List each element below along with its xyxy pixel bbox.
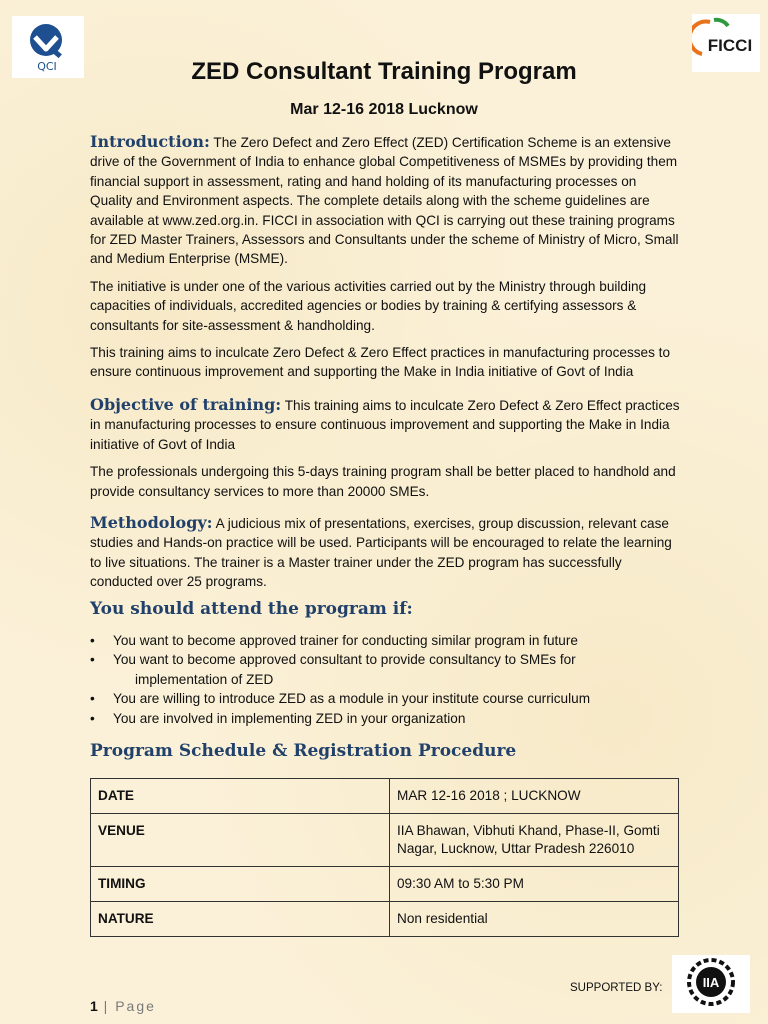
list-item-text: You want to become approved consultant to provide consultancy to SMEs for: [113, 652, 576, 668]
table-row: [91, 779, 679, 814]
venue-label: VENUE: [91, 814, 390, 867]
objective-heading: Objective of training:: [90, 394, 282, 414]
iia-logo-mark: [672, 955, 750, 1013]
qci-logo-text: QCI: [37, 60, 57, 73]
objective-text: This training aims to inculcate Zero Defect & Zero Effect practices in manufacturing processes to ensure continuous improvement and supporting the Make in India initiative of Govt of India: [90, 397, 680, 452]
schedule-heading: Program Schedule & Registration Procedure: [90, 740, 517, 761]
intro-paragraph: [90, 132, 680, 269]
date-label: DATE: [91, 779, 390, 814]
nature-value: Non residential: [390, 902, 679, 937]
attend-heading: You should attend the program if:: [90, 598, 413, 619]
objective-paragraph: [90, 395, 680, 454]
list-item: [90, 650, 680, 689]
list-item-continuation: implementation of ZED: [135, 671, 274, 687]
attend-list: [90, 631, 680, 728]
methodology-text: A judicious mix of presentations, exercises, group discussion, relevant case studies and Hands-on practice will be used. Participants will be encouraged to relate the learning to live situations. The trainer is a Master trainer under the ZED program has successfully conducted over 25 programs.: [90, 515, 672, 590]
ficci-logo-text: FICCI: [707, 36, 753, 55]
iia-logo-text: IIA: [702, 975, 720, 990]
document-body: [90, 132, 680, 761]
list-item: • You are involved in implementing ZED in your organization: [90, 709, 680, 728]
iia-logo: [672, 955, 750, 1013]
supported-by-label: SUPPORTED BY:: [570, 982, 663, 994]
schedule-table: [90, 778, 679, 937]
date-value: MAR 12-16 2018 ; LUCKNOW: [390, 779, 679, 814]
page-title: ZED Consultant Training Program: [191, 58, 577, 85]
methodology-paragraph: [90, 513, 680, 592]
intro-paragraph-3: This training aims to inculcate Zero Defect & Zero Effect practices in manufacturing processes to ensure continuous improvement and supporting the Make in India initiative of Govt of India: [90, 345, 671, 380]
page-subtitle: Mar 12-16 2018 Lucknow: [290, 101, 478, 118]
intro-text: The Zero Defect and Zero Effect (ZED) Certification Scheme is an extensive drive of the Government of India to enhance global Competitiveness of MSMEs by providing them financial support in assessment, rating and hand holding of its manufacturing processes on Quality and Environment aspects. The complete details along with the scheme guidelines are available at www.zed.org.in. FICCI in association with QCI is carrying out these training programs for ZED Master Trainers, Assessors and Consultants under the scheme of Ministry of Micro, Small and Medium Enterprise (MSME).: [90, 135, 679, 267]
timing-label: TIMING: [91, 867, 390, 902]
page-number-value: 1: [90, 998, 98, 1014]
nature-label: NATURE: [91, 902, 390, 937]
venue-value: IIA Bhawan, Vibhuti Khand, Phase-II, Gomti Nagar, Lucknow, Uttar Pradesh 226010: [390, 814, 679, 867]
table-row: [91, 902, 679, 937]
objective-paragraph-2: The professionals undergoing this 5-days training program shall be better placed to handhold and provide consultancy services to more than 20000 SMEs.: [90, 464, 676, 499]
list-item: • You are willing to introduce ZED as a module in your institute course curriculum: [90, 689, 680, 708]
table-row: [91, 814, 679, 867]
page-label: | Page: [97, 998, 156, 1014]
list-item: • You want to become approved trainer for conducting similar program in future: [90, 631, 680, 650]
methodology-heading: Methodology:: [90, 512, 213, 532]
table-row: [91, 867, 679, 902]
intro-paragraph-2: The initiative is under one of the various activities carried out by the Ministry through building capacities of individuals, accredited agencies or bodies by training & certifying assessors & consultants for site-assessment & handholding.: [90, 278, 647, 333]
timing-value: 09:30 AM to 5:30 PM: [390, 867, 679, 902]
intro-heading: Introduction:: [90, 132, 210, 151]
page-number: [90, 998, 156, 1014]
